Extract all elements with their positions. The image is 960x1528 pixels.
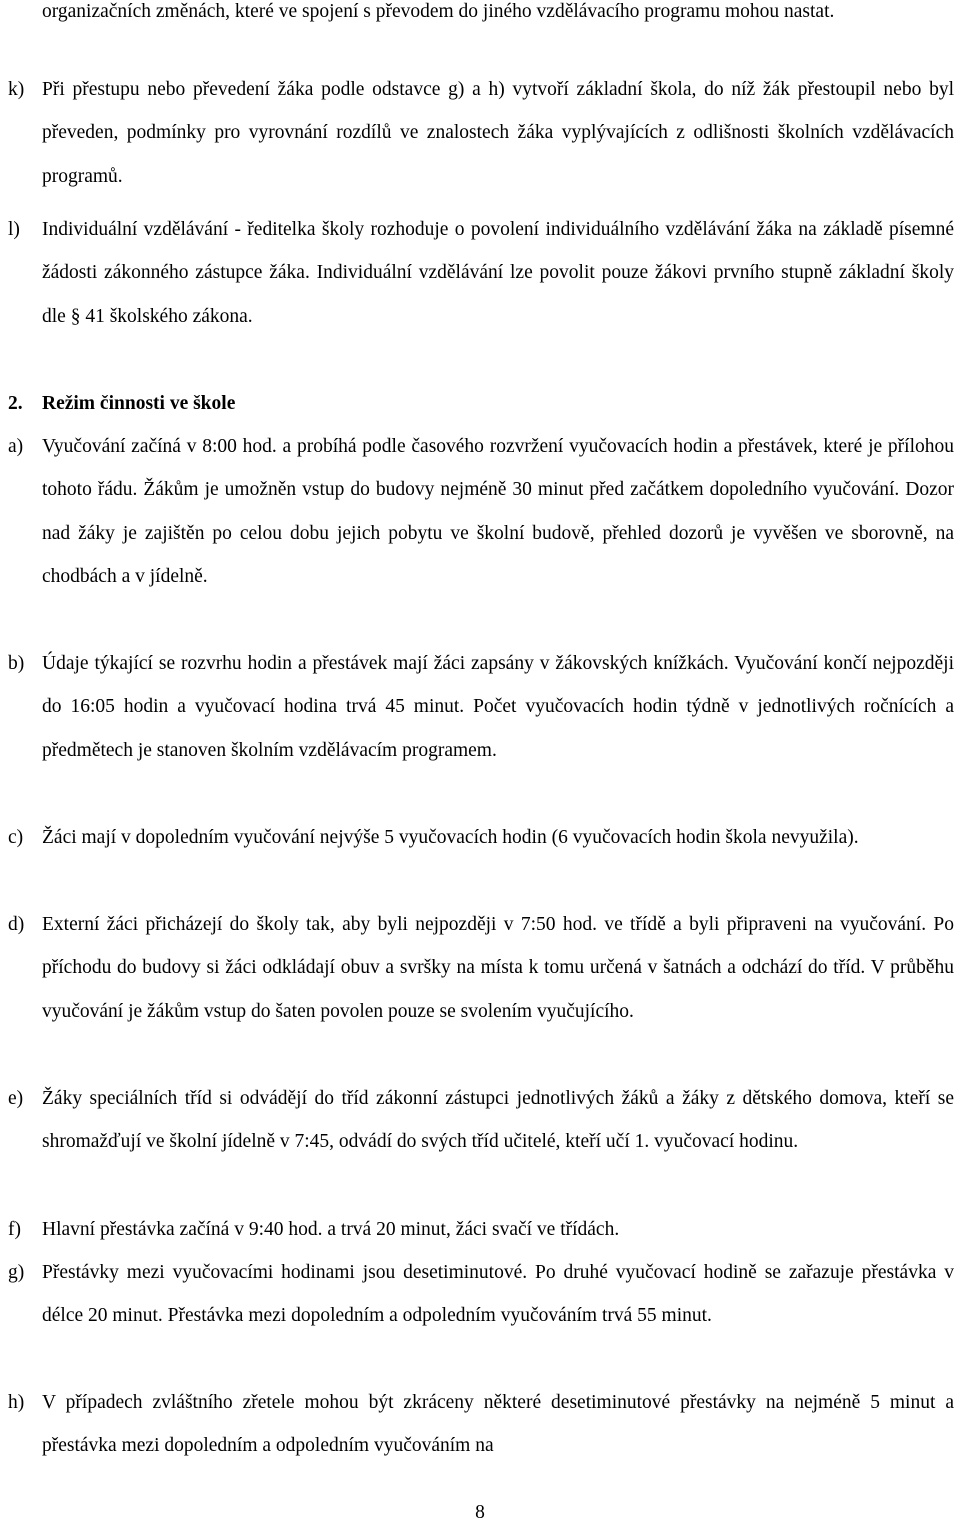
list-item-text: Údaje týkající se rozvrhu hodin a přestávek mají žáci zapsány v žákovských knížkách. Vyučování končí nejpozději do 16:05 hodin a vyučovací hodina trvá 45 minut. Počet vyučovacích hodin týdně v jednotlivých ročnících a předmětech je stanoven školním vzdělávacím programem. bbox=[42, 653, 954, 761]
list-item-a bbox=[8, 425, 954, 599]
list-item-label: k) bbox=[8, 79, 25, 100]
list-item-d bbox=[8, 903, 954, 1033]
list-item-label: h) bbox=[8, 1392, 25, 1413]
list-item-label: l) bbox=[8, 219, 20, 240]
section-title: Režim činnosti ve škole bbox=[42, 393, 236, 414]
list-item-label: g) bbox=[8, 1262, 25, 1283]
list-item-label: a) bbox=[8, 436, 24, 457]
list-item-label: e) bbox=[8, 1088, 24, 1109]
list-item-h bbox=[8, 1381, 954, 1468]
intro-paragraph: organizačních změnách, které ve spojení s převodem do jiného vzdělávacího programu mohou nastat. bbox=[42, 1, 835, 22]
list-item-text: V případech zvláštního zřetele mohou být zkráceny některé desetiminutové přestávky na nejméně 5 minut a přestávka mezi dopoledním a odpoledním vyučováním na bbox=[42, 1392, 954, 1457]
list-item-text: Žáky speciálních tříd si odvádějí do tříd zákonní zástupci jednotlivých žáků a žáky z dětského domova, kteří se shromažďují ve školní jídelně v 7:45, odvádí do svých tříd učitelé, kteří učí 1. vyučovací hodinu. bbox=[42, 1088, 954, 1153]
list-item-text: Žáci mají v dopoledním vyučování nejvýše 5 vyučovacích hodin (6 vyučovacích hodin škola nevyužila). bbox=[42, 827, 859, 848]
list-item-f bbox=[8, 1208, 954, 1251]
list-item-text: Externí žáci přicházejí do školy tak, aby byli nejpozději v 7:50 hod. ve třídě a byli připraveni na vyučování. Po příchodu do budovy si žáci odkládají obuv a svršky na místa k tomu určená v šatnách a odchází do tříd. V průběhu vyučování je žákům vstup do šaten povolen pouze se svolením vyučujícího. bbox=[42, 914, 954, 1022]
list-item-k bbox=[8, 68, 954, 198]
section-heading bbox=[8, 382, 235, 425]
list-item-c bbox=[8, 816, 954, 859]
list-item-text: Při přestupu nebo převedení žáka podle odstavce g) a h) vytvoří základní škola, do níž žák přestoupil nebo byl převeden, podmínky pro vyrovnání rozdílů ve znalostech žáka vyplývajících z odlišnosti školních vzdělávacích programů. bbox=[42, 79, 954, 187]
list-item-label: c) bbox=[8, 827, 24, 848]
section-number: 2. bbox=[8, 393, 23, 414]
list-item-text: Individuální vzdělávání - ředitelka školy rozhoduje o povolení individuálního vzdělávání žáka na základě písemné žádosti zákonného zástupce žáka. Individuální vzdělávání lze povolit pouze žákovi prvního stupně základní školy dle § 41 školského zákona. bbox=[42, 219, 954, 327]
list-item-label: d) bbox=[8, 914, 25, 935]
list-item-text: Hlavní přestávka začíná v 9:40 hod. a trvá 20 minut, žáci svačí ve třídách. bbox=[42, 1219, 620, 1240]
list-item-label: b) bbox=[8, 653, 25, 674]
list-item-l bbox=[8, 208, 954, 338]
list-item-e bbox=[8, 1077, 954, 1164]
list-item-b bbox=[8, 642, 954, 772]
list-item-label: f) bbox=[8, 1219, 21, 1240]
list-item-g bbox=[8, 1251, 954, 1338]
list-item-text: Vyučování začíná v 8:00 hod. a probíhá podle časového rozvržení vyučovacích hodin a přestávek, které je přílohou tohoto řádu. Žákům je umožněn vstup do budovy nejméně 30 minut před začátkem dopoledního vyučování. Dozor nad žáky je zajištěn po celou dobu jejich pobytu ve školní budově, přehled dozorů je vyvěšen ve sborovně, na chodbách a v jídelně. bbox=[42, 436, 954, 588]
page-number: 8 bbox=[475, 1502, 485, 1523]
list-item-text: Přestávky mezi vyučovacími hodinami jsou desetiminutové. Po druhé vyučovací hodině se zařazuje přestávka v délce 20 minut. Přestávka mezi dopoledním a odpoledním vyučováním trvá 55 minut. bbox=[42, 1262, 954, 1327]
